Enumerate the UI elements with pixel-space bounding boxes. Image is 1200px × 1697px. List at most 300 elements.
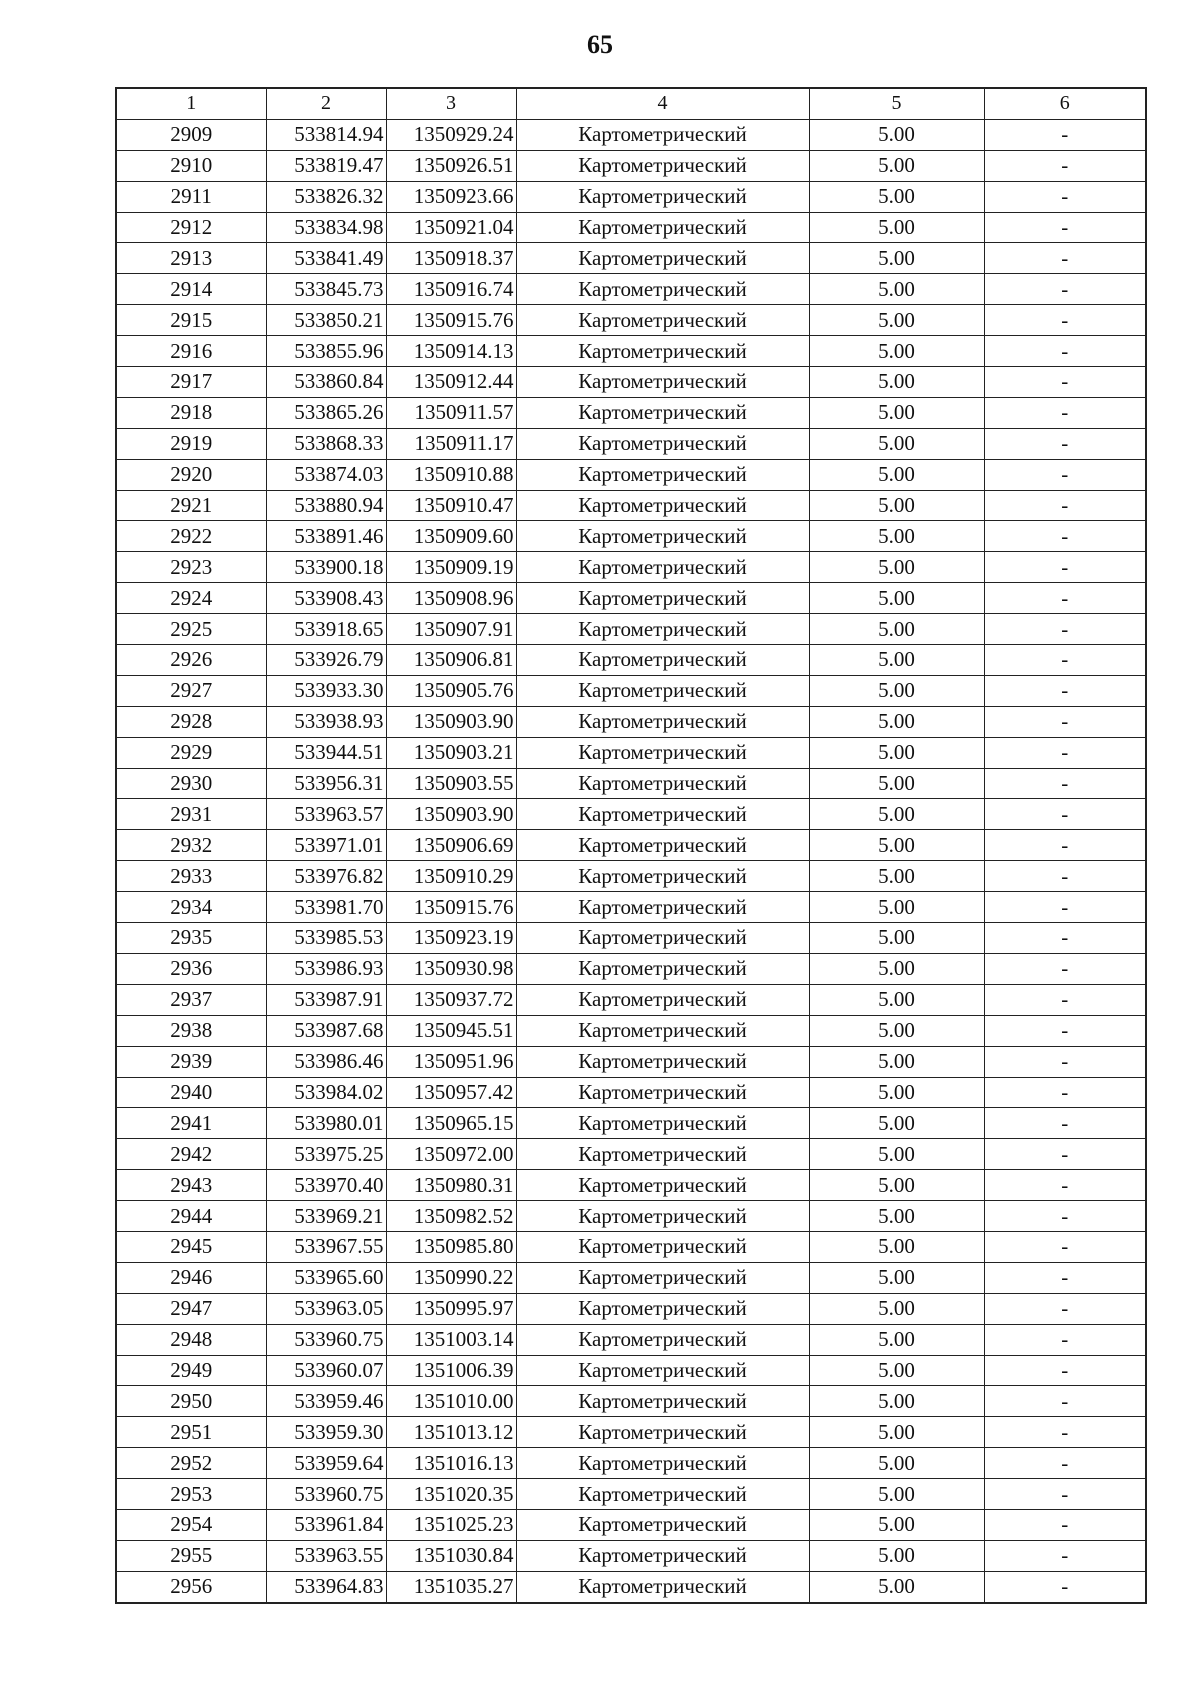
point-number-cell: 2923 xyxy=(116,552,266,583)
description-cell: - xyxy=(984,336,1146,367)
point-number-cell: 2917 xyxy=(116,367,266,398)
point-number-cell: 2913 xyxy=(116,243,266,274)
point-number-cell: 2943 xyxy=(116,1170,266,1201)
point-number-cell: 2915 xyxy=(116,305,266,336)
accuracy-cell: 5.00 xyxy=(809,1015,984,1046)
description-cell: - xyxy=(984,1386,1146,1417)
table-row xyxy=(116,1231,1146,1262)
x-coordinate-cell: 533956.31 xyxy=(266,768,386,799)
method-cell: Картометрический xyxy=(516,1077,809,1108)
accuracy-cell: 5.00 xyxy=(809,861,984,892)
description-cell: - xyxy=(984,305,1146,336)
x-coordinate-cell: 533965.60 xyxy=(266,1262,386,1293)
point-number-cell: 2929 xyxy=(116,737,266,768)
x-coordinate-cell: 533987.68 xyxy=(266,1015,386,1046)
accuracy-cell: 5.00 xyxy=(809,645,984,676)
x-coordinate-cell: 533868.33 xyxy=(266,428,386,459)
description-cell: - xyxy=(984,706,1146,737)
y-coordinate-cell: 1351016.13 xyxy=(386,1448,516,1479)
y-coordinate-cell: 1350929.24 xyxy=(386,119,516,150)
table-row xyxy=(116,768,1146,799)
description-cell: - xyxy=(984,490,1146,521)
accuracy-cell: 5.00 xyxy=(809,1540,984,1571)
y-coordinate-cell: 1350957.42 xyxy=(386,1077,516,1108)
method-cell: Картометрический xyxy=(516,645,809,676)
description-cell: - xyxy=(984,150,1146,181)
point-number-cell: 2931 xyxy=(116,799,266,830)
table-row xyxy=(116,1262,1146,1293)
y-coordinate-cell: 1350937.72 xyxy=(386,984,516,1015)
method-cell: Картометрический xyxy=(516,1201,809,1232)
column-header: 3 xyxy=(386,88,516,119)
table-row xyxy=(116,1201,1146,1232)
point-number-cell: 2925 xyxy=(116,614,266,645)
method-cell: Картометрический xyxy=(516,953,809,984)
method-cell: Картометрический xyxy=(516,892,809,923)
table-row xyxy=(116,675,1146,706)
x-coordinate-cell: 533933.30 xyxy=(266,675,386,706)
column-header: 6 xyxy=(984,88,1146,119)
table-row xyxy=(116,1046,1146,1077)
x-coordinate-cell: 533980.01 xyxy=(266,1108,386,1139)
description-cell: - xyxy=(984,737,1146,768)
table-row xyxy=(116,428,1146,459)
y-coordinate-cell: 1350980.31 xyxy=(386,1170,516,1201)
method-cell: Картометрический xyxy=(516,830,809,861)
description-cell: - xyxy=(984,583,1146,614)
y-coordinate-cell: 1350910.29 xyxy=(386,861,516,892)
method-cell: Картометрический xyxy=(516,459,809,490)
accuracy-cell: 5.00 xyxy=(809,1386,984,1417)
y-coordinate-cell: 1350903.90 xyxy=(386,799,516,830)
method-cell: Картометрический xyxy=(516,1479,809,1510)
y-coordinate-cell: 1350910.47 xyxy=(386,490,516,521)
x-coordinate-cell: 533987.91 xyxy=(266,984,386,1015)
table-row xyxy=(116,953,1146,984)
method-cell: Картометрический xyxy=(516,799,809,830)
y-coordinate-cell: 1351020.35 xyxy=(386,1479,516,1510)
y-coordinate-cell: 1350916.74 xyxy=(386,274,516,305)
table-row xyxy=(116,1324,1146,1355)
point-number-cell: 2924 xyxy=(116,583,266,614)
accuracy-cell: 5.00 xyxy=(809,1417,984,1448)
method-cell: Картометрический xyxy=(516,706,809,737)
y-coordinate-cell: 1350912.44 xyxy=(386,367,516,398)
accuracy-cell: 5.00 xyxy=(809,1293,984,1324)
accuracy-cell: 5.00 xyxy=(809,397,984,428)
x-coordinate-cell: 533845.73 xyxy=(266,274,386,305)
point-number-cell: 2932 xyxy=(116,830,266,861)
description-cell: - xyxy=(984,459,1146,490)
y-coordinate-cell: 1351010.00 xyxy=(386,1386,516,1417)
x-coordinate-cell: 533985.53 xyxy=(266,923,386,954)
table-row xyxy=(116,1479,1146,1510)
x-coordinate-cell: 533961.84 xyxy=(266,1509,386,1540)
description-cell: - xyxy=(984,212,1146,243)
method-cell: Картометрический xyxy=(516,397,809,428)
y-coordinate-cell: 1350951.96 xyxy=(386,1046,516,1077)
y-coordinate-cell: 1351025.23 xyxy=(386,1509,516,1540)
description-cell: - xyxy=(984,830,1146,861)
accuracy-cell: 5.00 xyxy=(809,984,984,1015)
point-number-cell: 2933 xyxy=(116,861,266,892)
description-cell: - xyxy=(984,1324,1146,1355)
description-cell: - xyxy=(984,1571,1146,1602)
y-coordinate-cell: 1350982.52 xyxy=(386,1201,516,1232)
point-number-cell: 2935 xyxy=(116,923,266,954)
accuracy-cell: 5.00 xyxy=(809,768,984,799)
x-coordinate-cell: 533880.94 xyxy=(266,490,386,521)
accuracy-cell: 5.00 xyxy=(809,1046,984,1077)
x-coordinate-cell: 533959.64 xyxy=(266,1448,386,1479)
table-row xyxy=(116,1077,1146,1108)
table-row xyxy=(116,336,1146,367)
x-coordinate-cell: 533969.21 xyxy=(266,1201,386,1232)
method-cell: Картометрический xyxy=(516,1386,809,1417)
description-cell: - xyxy=(984,1077,1146,1108)
description-cell: - xyxy=(984,984,1146,1015)
method-cell: Картометрический xyxy=(516,521,809,552)
x-coordinate-cell: 533891.46 xyxy=(266,521,386,552)
point-number-cell: 2920 xyxy=(116,459,266,490)
table-row xyxy=(116,1386,1146,1417)
table-row xyxy=(116,645,1146,676)
accuracy-cell: 5.00 xyxy=(809,1262,984,1293)
method-cell: Картометрический xyxy=(516,984,809,1015)
point-number-cell: 2948 xyxy=(116,1324,266,1355)
point-number-cell: 2922 xyxy=(116,521,266,552)
method-cell: Картометрический xyxy=(516,1015,809,1046)
description-cell: - xyxy=(984,243,1146,274)
point-number-cell: 2942 xyxy=(116,1139,266,1170)
description-cell: - xyxy=(984,119,1146,150)
x-coordinate-cell: 533959.46 xyxy=(266,1386,386,1417)
point-number-cell: 2941 xyxy=(116,1108,266,1139)
method-cell: Картометрический xyxy=(516,861,809,892)
table-row xyxy=(116,1355,1146,1386)
description-cell: - xyxy=(984,367,1146,398)
method-cell: Картометрический xyxy=(516,1540,809,1571)
y-coordinate-cell: 1350908.96 xyxy=(386,583,516,614)
method-cell: Картометрический xyxy=(516,1417,809,1448)
y-coordinate-cell: 1350915.76 xyxy=(386,305,516,336)
x-coordinate-cell: 533976.82 xyxy=(266,861,386,892)
method-cell: Картометрический xyxy=(516,1293,809,1324)
point-number-cell: 2926 xyxy=(116,645,266,676)
description-cell: - xyxy=(984,1448,1146,1479)
column-header: 2 xyxy=(266,88,386,119)
column-header: 5 xyxy=(809,88,984,119)
method-cell: Картометрический xyxy=(516,675,809,706)
y-coordinate-cell: 1350923.66 xyxy=(386,181,516,212)
y-coordinate-cell: 1350914.13 xyxy=(386,336,516,367)
point-number-cell: 2936 xyxy=(116,953,266,984)
method-cell: Картометрический xyxy=(516,1139,809,1170)
point-number-cell: 2938 xyxy=(116,1015,266,1046)
accuracy-cell: 5.00 xyxy=(809,583,984,614)
description-cell: - xyxy=(984,1262,1146,1293)
y-coordinate-cell: 1351006.39 xyxy=(386,1355,516,1386)
point-number-cell: 2951 xyxy=(116,1417,266,1448)
description-cell: - xyxy=(984,1015,1146,1046)
accuracy-cell: 5.00 xyxy=(809,119,984,150)
table-row xyxy=(116,706,1146,737)
point-number-cell: 2914 xyxy=(116,274,266,305)
description-cell: - xyxy=(984,1201,1146,1232)
accuracy-cell: 5.00 xyxy=(809,490,984,521)
point-number-cell: 2930 xyxy=(116,768,266,799)
coordinates-table xyxy=(115,87,1147,1604)
method-cell: Картометрический xyxy=(516,305,809,336)
y-coordinate-cell: 1350903.90 xyxy=(386,706,516,737)
accuracy-cell: 5.00 xyxy=(809,552,984,583)
method-cell: Картометрический xyxy=(516,583,809,614)
x-coordinate-cell: 533964.83 xyxy=(266,1571,386,1602)
y-coordinate-cell: 1350909.19 xyxy=(386,552,516,583)
y-coordinate-cell: 1350945.51 xyxy=(386,1015,516,1046)
description-cell: - xyxy=(984,1139,1146,1170)
accuracy-cell: 5.00 xyxy=(809,1509,984,1540)
point-number-cell: 2956 xyxy=(116,1571,266,1602)
table-row xyxy=(116,1540,1146,1571)
y-coordinate-cell: 1350911.57 xyxy=(386,397,516,428)
description-cell: - xyxy=(984,1231,1146,1262)
accuracy-cell: 5.00 xyxy=(809,830,984,861)
method-cell: Картометрический xyxy=(516,428,809,459)
accuracy-cell: 5.00 xyxy=(809,892,984,923)
accuracy-cell: 5.00 xyxy=(809,1231,984,1262)
y-coordinate-cell: 1350915.76 xyxy=(386,892,516,923)
description-cell: - xyxy=(984,923,1146,954)
method-cell: Картометрический xyxy=(516,1324,809,1355)
x-coordinate-cell: 533926.79 xyxy=(266,645,386,676)
x-coordinate-cell: 533981.70 xyxy=(266,892,386,923)
y-coordinate-cell: 1350905.76 xyxy=(386,675,516,706)
method-cell: Картометрический xyxy=(516,552,809,583)
point-number-cell: 2937 xyxy=(116,984,266,1015)
accuracy-cell: 5.00 xyxy=(809,1139,984,1170)
x-coordinate-cell: 533963.57 xyxy=(266,799,386,830)
y-coordinate-cell: 1350907.91 xyxy=(386,614,516,645)
description-cell: - xyxy=(984,1293,1146,1324)
y-coordinate-cell: 1350903.55 xyxy=(386,768,516,799)
accuracy-cell: 5.00 xyxy=(809,305,984,336)
method-cell: Картометрический xyxy=(516,119,809,150)
table-row xyxy=(116,1571,1146,1602)
x-coordinate-cell: 533971.01 xyxy=(266,830,386,861)
description-cell: - xyxy=(984,552,1146,583)
x-coordinate-cell: 533874.03 xyxy=(266,459,386,490)
table-row xyxy=(116,892,1146,923)
accuracy-cell: 5.00 xyxy=(809,243,984,274)
table-row xyxy=(116,583,1146,614)
x-coordinate-cell: 533984.02 xyxy=(266,1077,386,1108)
x-coordinate-cell: 533834.98 xyxy=(266,212,386,243)
y-coordinate-cell: 1350990.22 xyxy=(386,1262,516,1293)
accuracy-cell: 5.00 xyxy=(809,1571,984,1602)
table-row xyxy=(116,799,1146,830)
x-coordinate-cell: 533960.75 xyxy=(266,1324,386,1355)
method-cell: Картометрический xyxy=(516,243,809,274)
description-cell: - xyxy=(984,397,1146,428)
table-row xyxy=(116,984,1146,1015)
table-header-row xyxy=(116,88,1146,119)
y-coordinate-cell: 1350926.51 xyxy=(386,150,516,181)
description-cell: - xyxy=(984,521,1146,552)
y-coordinate-cell: 1350995.97 xyxy=(386,1293,516,1324)
accuracy-cell: 5.00 xyxy=(809,521,984,552)
accuracy-cell: 5.00 xyxy=(809,1108,984,1139)
point-number-cell: 2909 xyxy=(116,119,266,150)
description-cell: - xyxy=(984,614,1146,645)
y-coordinate-cell: 1350906.69 xyxy=(386,830,516,861)
accuracy-cell: 5.00 xyxy=(809,150,984,181)
method-cell: Картометрический xyxy=(516,212,809,243)
description-cell: - xyxy=(984,1046,1146,1077)
accuracy-cell: 5.00 xyxy=(809,953,984,984)
point-number-cell: 2954 xyxy=(116,1509,266,1540)
table-row xyxy=(116,150,1146,181)
x-coordinate-cell: 533826.32 xyxy=(266,181,386,212)
point-number-cell: 2939 xyxy=(116,1046,266,1077)
point-number-cell: 2928 xyxy=(116,706,266,737)
table-row xyxy=(116,274,1146,305)
y-coordinate-cell: 1350910.88 xyxy=(386,459,516,490)
method-cell: Картометрический xyxy=(516,768,809,799)
column-header: 1 xyxy=(116,88,266,119)
table-row xyxy=(116,1170,1146,1201)
x-coordinate-cell: 533960.75 xyxy=(266,1479,386,1510)
x-coordinate-cell: 533963.55 xyxy=(266,1540,386,1571)
description-cell: - xyxy=(984,1479,1146,1510)
x-coordinate-cell: 533841.49 xyxy=(266,243,386,274)
x-coordinate-cell: 533963.05 xyxy=(266,1293,386,1324)
table-row xyxy=(116,367,1146,398)
accuracy-cell: 5.00 xyxy=(809,1170,984,1201)
accuracy-cell: 5.00 xyxy=(809,1355,984,1386)
accuracy-cell: 5.00 xyxy=(809,706,984,737)
accuracy-cell: 5.00 xyxy=(809,1479,984,1510)
y-coordinate-cell: 1351030.84 xyxy=(386,1540,516,1571)
y-coordinate-cell: 1350918.37 xyxy=(386,243,516,274)
point-number-cell: 2910 xyxy=(116,150,266,181)
x-coordinate-cell: 533960.07 xyxy=(266,1355,386,1386)
description-cell: - xyxy=(984,428,1146,459)
y-coordinate-cell: 1350985.80 xyxy=(386,1231,516,1262)
description-cell: - xyxy=(984,645,1146,676)
description-cell: - xyxy=(984,1355,1146,1386)
table-row xyxy=(116,1417,1146,1448)
method-cell: Картометрический xyxy=(516,737,809,768)
table-row xyxy=(116,1448,1146,1479)
y-coordinate-cell: 1350906.81 xyxy=(386,645,516,676)
x-coordinate-cell: 533850.21 xyxy=(266,305,386,336)
point-number-cell: 2944 xyxy=(116,1201,266,1232)
point-number-cell: 2919 xyxy=(116,428,266,459)
accuracy-cell: 5.00 xyxy=(809,737,984,768)
description-cell: - xyxy=(984,1170,1146,1201)
y-coordinate-cell: 1350923.19 xyxy=(386,923,516,954)
description-cell: - xyxy=(984,1540,1146,1571)
description-cell: - xyxy=(984,768,1146,799)
x-coordinate-cell: 533860.84 xyxy=(266,367,386,398)
accuracy-cell: 5.00 xyxy=(809,614,984,645)
accuracy-cell: 5.00 xyxy=(809,367,984,398)
method-cell: Картометрический xyxy=(516,1108,809,1139)
column-header: 4 xyxy=(516,88,809,119)
point-number-cell: 2927 xyxy=(116,675,266,706)
point-number-cell: 2946 xyxy=(116,1262,266,1293)
description-cell: - xyxy=(984,861,1146,892)
table-row xyxy=(116,459,1146,490)
x-coordinate-cell: 533975.25 xyxy=(266,1139,386,1170)
point-number-cell: 2945 xyxy=(116,1231,266,1262)
table-row xyxy=(116,119,1146,150)
point-number-cell: 2911 xyxy=(116,181,266,212)
table-row xyxy=(116,861,1146,892)
accuracy-cell: 5.00 xyxy=(809,1077,984,1108)
point-number-cell: 2940 xyxy=(116,1077,266,1108)
y-coordinate-cell: 1350911.17 xyxy=(386,428,516,459)
accuracy-cell: 5.00 xyxy=(809,923,984,954)
method-cell: Картометрический xyxy=(516,1509,809,1540)
point-number-cell: 2916 xyxy=(116,336,266,367)
description-cell: - xyxy=(984,953,1146,984)
y-coordinate-cell: 1350921.04 xyxy=(386,212,516,243)
y-coordinate-cell: 1350972.00 xyxy=(386,1139,516,1170)
table-row xyxy=(116,397,1146,428)
table-row xyxy=(116,737,1146,768)
method-cell: Картометрический xyxy=(516,923,809,954)
table-row xyxy=(116,212,1146,243)
point-number-cell: 2918 xyxy=(116,397,266,428)
accuracy-cell: 5.00 xyxy=(809,212,984,243)
method-cell: Картометрический xyxy=(516,150,809,181)
point-number-cell: 2950 xyxy=(116,1386,266,1417)
x-coordinate-cell: 533944.51 xyxy=(266,737,386,768)
x-coordinate-cell: 533986.93 xyxy=(266,953,386,984)
point-number-cell: 2955 xyxy=(116,1540,266,1571)
y-coordinate-cell: 1351035.27 xyxy=(386,1571,516,1602)
table-body xyxy=(116,119,1146,1602)
y-coordinate-cell: 1350930.98 xyxy=(386,953,516,984)
method-cell: Картометрический xyxy=(516,367,809,398)
accuracy-cell: 5.00 xyxy=(809,675,984,706)
table-row xyxy=(116,490,1146,521)
x-coordinate-cell: 533970.40 xyxy=(266,1170,386,1201)
table-row xyxy=(116,552,1146,583)
accuracy-cell: 5.00 xyxy=(809,459,984,490)
table-row xyxy=(116,1139,1146,1170)
x-coordinate-cell: 533967.55 xyxy=(266,1231,386,1262)
point-number-cell: 2953 xyxy=(116,1479,266,1510)
table-row xyxy=(116,243,1146,274)
method-cell: Картометрический xyxy=(516,1355,809,1386)
y-coordinate-cell: 1351003.14 xyxy=(386,1324,516,1355)
accuracy-cell: 5.00 xyxy=(809,799,984,830)
point-number-cell: 2934 xyxy=(116,892,266,923)
table-row xyxy=(116,1293,1146,1324)
x-coordinate-cell: 533938.93 xyxy=(266,706,386,737)
point-number-cell: 2912 xyxy=(116,212,266,243)
point-number-cell: 2952 xyxy=(116,1448,266,1479)
x-coordinate-cell: 533814.94 xyxy=(266,119,386,150)
description-cell: - xyxy=(984,1108,1146,1139)
table-row xyxy=(116,1509,1146,1540)
accuracy-cell: 5.00 xyxy=(809,274,984,305)
table-row xyxy=(116,1015,1146,1046)
x-coordinate-cell: 533959.30 xyxy=(266,1417,386,1448)
